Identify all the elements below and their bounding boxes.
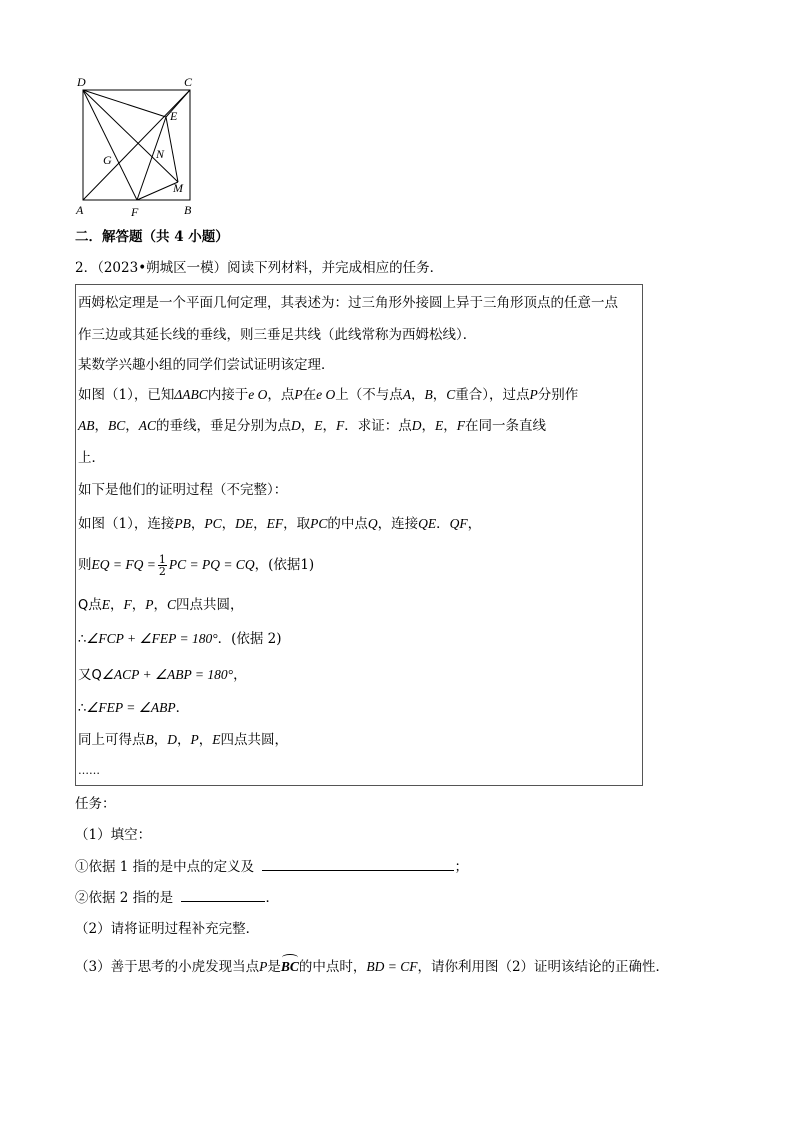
arc-mark (282, 954, 298, 961)
material-line-8: 如图（1），连接PB，PC，DE，EF，取PC的中点Q，连接QE．QF， (78, 516, 482, 532)
task-q2: （2）请将证明过程补充完整． (75, 921, 260, 937)
task-q1a: ①依据 1 指的是中点的定义及 ； (75, 859, 468, 875)
line-de (83, 90, 166, 117)
task-q3: （3）善于思考的小虎发现当点P是BC 的中点时，BD = CF，请你利用图（2）证明该结论的正确性． (75, 958, 669, 976)
material-line-2: 作三边或其延长线的垂线，则三垂足共线（此线常称为西姆松线）． (78, 327, 477, 343)
section-heading: 二．解答题（共 4 小题） (75, 229, 229, 245)
material-line-5: AB，BC，AC的垂线，垂足分别为点D，E，F．求证：点D，E，F在同一条直线 (78, 418, 547, 434)
material-line-9: 则EQ = FQ = $\frac{1}{2}$ PC = PQ = CQ，(依据1) (78, 553, 315, 578)
material-line-7: 如下是他们的证明过程（不完整）： (78, 482, 288, 498)
material-line-13: ∴∠FEP = ∠ABP． (78, 700, 190, 716)
label-c: C (184, 75, 193, 89)
label-a: A (76, 203, 84, 217)
therefore-symbol: ∴ (78, 701, 87, 716)
square-diagram (70, 72, 210, 222)
label-m: M (173, 181, 183, 195)
material-line-6: 上． (78, 450, 105, 466)
label-n: N (156, 147, 165, 161)
label-f: F (131, 205, 139, 219)
material-line-14: 同上可得点B，D，P，E四点共圆， (78, 732, 288, 748)
fraction-half: $\frac{1}{2}$ (158, 553, 166, 578)
label-e: E (170, 109, 178, 123)
problem-header: 2．（2023•朔城区一模）阅读下列材料，并完成相应的任务． (75, 260, 444, 276)
material-line-11: ∴∠FCP + ∠FEP = 180°．(依据 2) (78, 631, 282, 647)
line-fm (137, 182, 178, 200)
task-q1b: ②依据 2 指的是 ． (75, 890, 279, 906)
material-ellipsis: …… (78, 764, 100, 777)
therefore-symbol: ∴ (78, 632, 87, 647)
because-symbol: Q (78, 598, 89, 613)
arc-bc: BC (281, 959, 299, 974)
material-line-10: Q点E，F，P，C四点共圆， (78, 597, 244, 613)
line-dm (83, 90, 178, 182)
material-line-4: 如图（1），已知ΔABC内接于e O，点P在e O上（不与点A，B，C重合），过点P分别作 (78, 387, 579, 403)
material-line-1: 西姆松定理是一个平面几何定理，其表述为：过三角形外接圆上异于三角形顶点的任意一点 (78, 295, 618, 311)
material-line-12: 又Q∠ACP + ∠ABP = 180°， (78, 667, 247, 683)
task-q1: （1）填空： (75, 827, 152, 843)
label-d: D (77, 75, 86, 89)
material-line-3: 某数学兴趣小组的同学们尝试证明该定理． (78, 357, 335, 373)
task-title: 任务： (75, 796, 116, 812)
label-g: G (103, 153, 112, 167)
label-b: B (184, 203, 192, 217)
line-df (83, 90, 137, 200)
geometry-figure (70, 72, 210, 222)
because-symbol: Q (91, 668, 102, 683)
answer-blank-1[interactable] (262, 858, 454, 871)
answer-blank-2[interactable] (181, 889, 265, 902)
